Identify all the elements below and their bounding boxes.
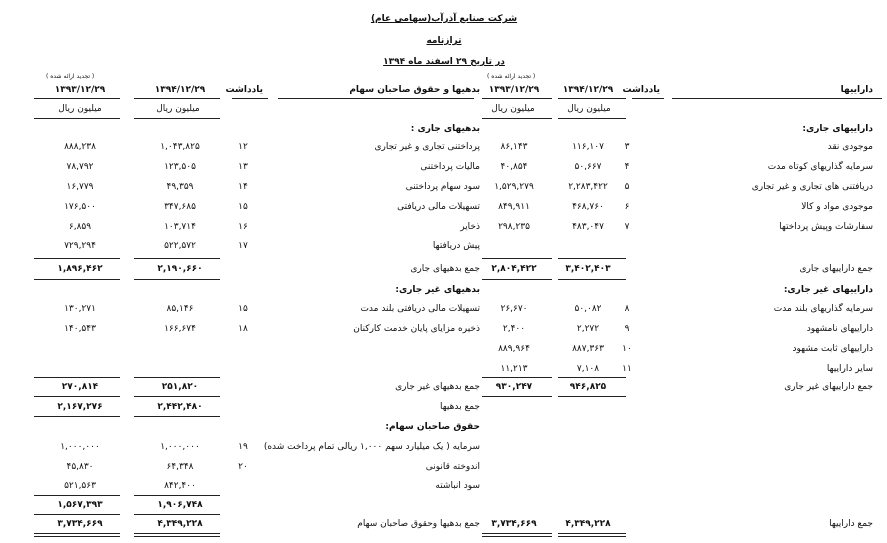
liab-noncurrent-title: بدهیهای غیر جاری: — [395, 285, 480, 295]
unit-assets-1393: میلیون ریال — [491, 104, 535, 114]
statement-title: ترازنامه — [426, 36, 462, 46]
equity-title: حقوق صاحبان سهام: — [385, 422, 480, 432]
assets-current-title: داراییهای جاری: — [802, 124, 873, 134]
note-header-assets: یادداشت — [622, 85, 660, 95]
unit-liab-1393: میلیون ریال — [58, 104, 102, 114]
statement-date: در تاریخ ۲۹ اسفند ماه ۱۳۹۴ — [383, 57, 505, 67]
year-1394-header-assets: ۱۳۹۴/۱۲/۲۹ — [562, 85, 614, 95]
unit-liab-1394: میلیون ریال — [156, 104, 200, 114]
company-name: شرکت صنایع آذرآب(سهامی عام) — [370, 14, 518, 24]
year-1393-header-liab: ۱۳۹۳/۱۲/۲۹ — [54, 85, 106, 95]
unit-assets-1394: میلیون ریال — [567, 104, 611, 114]
assets-noncurrent-title: داراییهای غیر جاری: — [783, 285, 873, 295]
note-header-liab: یادداشت — [225, 85, 263, 95]
restated-label-liab: ( تجدید ارائه شده ) — [46, 73, 95, 80]
liab-header: بدهیها و حقوق صاحبان سهام — [349, 85, 480, 95]
year-1394-header-liab: ۱۳۹۴/۱۲/۲۹ — [154, 85, 206, 95]
restated-label-assets: ( تجدید ارائه شده ) — [487, 73, 536, 80]
year-1393-header-assets: ۱۳۹۳/۱۲/۲۹ — [488, 85, 540, 95]
assets-header: داراییها — [840, 85, 873, 95]
liab-current-title: بدهیهای جاری : — [410, 124, 480, 134]
